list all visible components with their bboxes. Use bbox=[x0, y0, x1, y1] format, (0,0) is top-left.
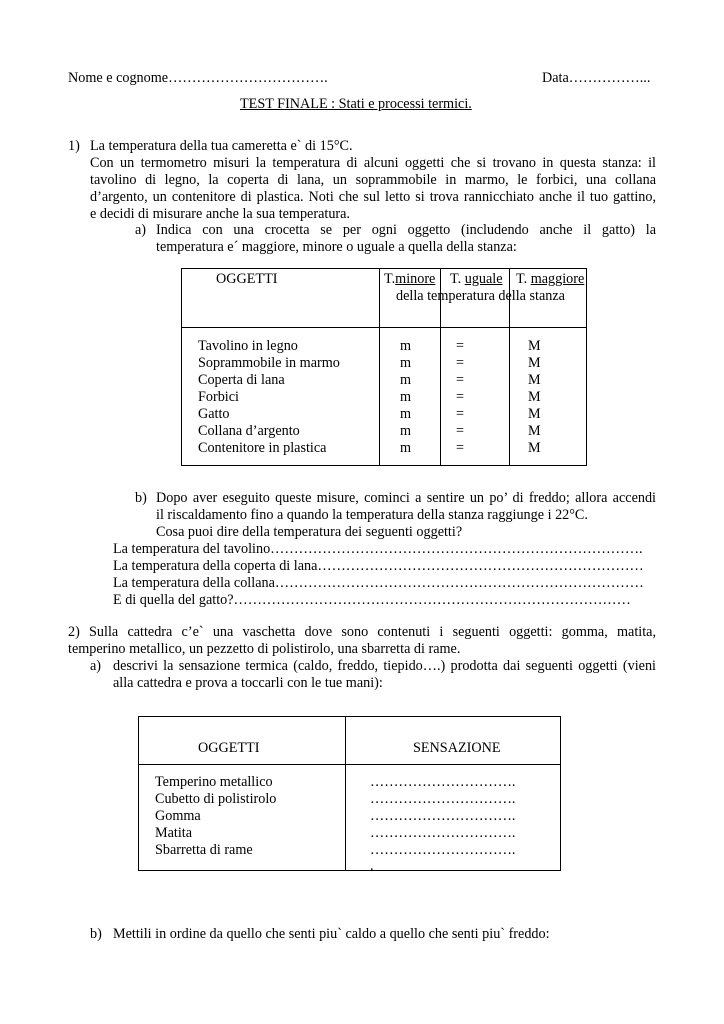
q1-row-greater: M bbox=[528, 440, 541, 456]
q1-row-less: m bbox=[400, 355, 412, 371]
q2-col-objects-header: OGGETTI bbox=[198, 740, 260, 756]
q1-row-greater: M bbox=[528, 389, 541, 405]
date-field-label: Data……………... bbox=[542, 70, 651, 86]
q1-row-less: m bbox=[400, 372, 412, 388]
q1-intro: La temperatura della tua cameretta e` di 15°C. bbox=[90, 138, 353, 154]
q2-a-line-2: alla cattedra e prova a toccarli con le tue mani): bbox=[113, 675, 383, 691]
q2-table-header-rule bbox=[138, 764, 561, 765]
q1-row-less: m bbox=[400, 338, 412, 354]
q1-row-equal: = bbox=[456, 372, 465, 388]
q2-table-col-divider bbox=[345, 716, 346, 871]
q2-trailing-dot: . bbox=[370, 858, 374, 874]
q1-row-equal: = bbox=[456, 338, 465, 354]
q1-row-object: Tavolino in legno bbox=[198, 338, 298, 354]
name-field-label: Nome e cognome……………………………. bbox=[68, 70, 328, 86]
q1-row-less: m bbox=[400, 423, 412, 439]
q1-line-1: Con un termometro misuri la temperatura di alcuni oggetti che si trovano in questa stanza: il bbox=[90, 155, 656, 171]
q1-table-border-left bbox=[181, 268, 182, 466]
q2-b-text: Mettili in ordine da quello che senti piu` caldo a quello che senti piu` freddo: bbox=[113, 926, 550, 942]
q2-a-line-1: descrivi la sensazione termica (caldo, freddo, tiepido….) prodotta dai seguenti oggetti (vieni bbox=[113, 658, 656, 674]
q1-row-greater: M bbox=[528, 372, 541, 388]
q2-row-object: Gomma bbox=[155, 808, 201, 824]
q1-subheader: della temperatura della stanza bbox=[396, 288, 565, 304]
q2-table-border-right bbox=[560, 716, 561, 871]
q2-row-object: Cubetto di polistirolo bbox=[155, 791, 277, 807]
q2-row-object: Sbarretta di rame bbox=[155, 842, 253, 858]
q1-row-equal: = bbox=[456, 355, 465, 371]
q2-a-label: a) bbox=[90, 658, 102, 674]
q2-col-sensation-header: SENSAZIONE bbox=[413, 740, 501, 756]
q1-row-object: Soprammobile in marmo bbox=[198, 355, 340, 371]
q1-line-2: tavolino di legno, la coperta di lana, un soprammobile in marmo, le forbici, una collana bbox=[90, 172, 656, 188]
q1-row-equal: = bbox=[456, 440, 465, 456]
q1-b-line-3: Cosa puoi dire della temperatura dei seguenti oggetti? bbox=[156, 524, 463, 540]
q1-a-line-2: temperatura e´ maggiore, minore o uguale a quella della stanza: bbox=[156, 239, 517, 255]
q1-line-4: e decidi di misurare anche la sua temperatura. bbox=[90, 206, 350, 222]
q1-row-greater: M bbox=[528, 355, 541, 371]
q2-row-sensation: …………………………. bbox=[370, 774, 516, 790]
q1-b-line-2: il riscaldamento fino a quando la temperatura della stanza raggiunge i 22°C. bbox=[156, 507, 588, 523]
q1-col-greater-word: maggiore bbox=[530, 271, 585, 287]
q1-table-col-divider-1 bbox=[379, 268, 380, 466]
q2-table-border-top bbox=[138, 716, 561, 717]
q1-row-less: m bbox=[400, 440, 412, 456]
q1-row-equal: = bbox=[456, 406, 465, 422]
q1-answer-line: La temperatura della coperta di lana…………………………………………………………… bbox=[113, 558, 644, 574]
q1-row-less: m bbox=[400, 389, 412, 405]
q2-row-sensation: …………………………. bbox=[370, 825, 516, 841]
q1-answer-line: La temperatura della collana…………………………………………………………………… bbox=[113, 575, 644, 591]
q1-col-equal-word: uguale bbox=[464, 271, 503, 287]
q1-answer-line: E di quella del gatto?………………………………………………………………………… bbox=[113, 592, 631, 608]
q2-table-border-left bbox=[138, 716, 139, 871]
q1-line-3: d’argento, un contenitore di plastica. Noti che sul letto si trova rannicchiato anche il tuo gattino, bbox=[90, 189, 656, 205]
q1-row-greater: M bbox=[528, 406, 541, 422]
q1-col-greater-prefix: T. bbox=[516, 271, 531, 287]
q1-col-equal-prefix: T. bbox=[450, 271, 465, 287]
q1-row-object: Contenitore in plastica bbox=[198, 440, 327, 456]
q1-table-border-right bbox=[586, 268, 587, 466]
q1-number: 1) bbox=[68, 138, 80, 154]
page-title: TEST FINALE : Stati e processi termici. bbox=[240, 96, 472, 112]
q2-line-1: 2) Sulla cattedra c’e` una vaschetta dove sono contenuti i seguenti oggetti: gomma, matita, bbox=[68, 624, 656, 640]
q2-row-sensation: …………………………. bbox=[370, 842, 516, 858]
q1-row-greater: M bbox=[528, 423, 541, 439]
q1-a-label: a) bbox=[135, 222, 147, 238]
q1-table-border-top bbox=[181, 268, 587, 269]
q1-col-equal-header bbox=[450, 271, 503, 288]
q1-col-objects-header: OGGETTI bbox=[216, 271, 278, 287]
q1-row-object: Forbici bbox=[198, 389, 239, 405]
q1-a-line-1: Indica con una crocetta se per ogni oggetto (includendo anche il gatto) la bbox=[156, 222, 656, 238]
q1-answer-line: La temperatura del tavolino……………………………………………………………………. bbox=[113, 541, 643, 557]
q1-b-label: b) bbox=[135, 490, 147, 506]
q1-col-less-word: minore bbox=[395, 271, 436, 287]
q2-table-border-bottom bbox=[138, 870, 561, 871]
q1-row-object: Coperta di lana bbox=[198, 372, 285, 388]
q1-table-border-bottom bbox=[181, 465, 587, 466]
q2-row-object: Matita bbox=[155, 825, 193, 841]
q2-line-2: temperino metallico, un pezzetto di polistirolo, una sbarretta di rame. bbox=[68, 641, 461, 657]
q1-col-less-prefix: T. bbox=[384, 271, 396, 287]
q1-col-less-header bbox=[384, 271, 435, 288]
q1-table-header-rule bbox=[181, 327, 587, 328]
q1-row-greater: M bbox=[528, 338, 541, 354]
q1-row-equal: = bbox=[456, 389, 465, 405]
q2-b-label: b) bbox=[90, 926, 102, 942]
q1-row-equal: = bbox=[456, 423, 465, 439]
q1-row-less: m bbox=[400, 406, 412, 422]
q1-col-greater-header bbox=[516, 271, 584, 288]
q1-b-line-1: Dopo aver eseguito queste misure, cominci a sentire un po’ di freddo; allora accendi bbox=[156, 490, 656, 506]
q2-row-sensation: …………………………. bbox=[370, 808, 516, 824]
q2-row-object: Temperino metallico bbox=[155, 774, 273, 790]
q1-row-object: Collana d’argento bbox=[198, 423, 300, 439]
q1-row-object: Gatto bbox=[198, 406, 230, 422]
q2-row-sensation: …………………………. bbox=[370, 791, 516, 807]
